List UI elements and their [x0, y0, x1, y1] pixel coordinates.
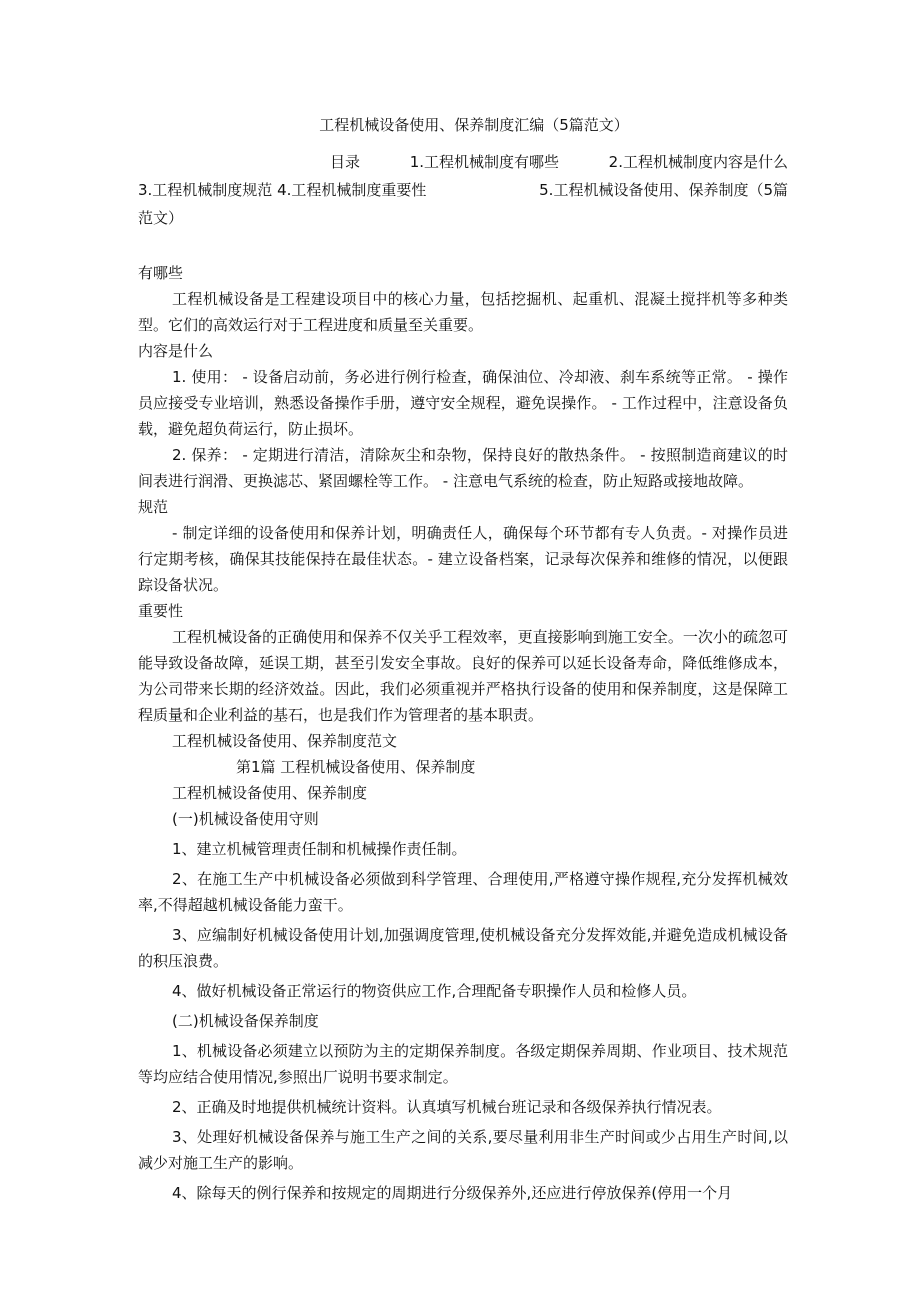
list-item: 1、建立机械管理责任制和机械操作责任制。 [172, 840, 467, 858]
document-body [138, 112, 788, 1210]
paragraph: 1. 使用： - 设备启动前，务必进行例行检查，确保油位、冷却液、刹车系统等正常。 - 操作员应接受专业培训，熟悉设备操作手册，遵守安全规程，避免误操作。 - 工作过程中，注意设备负载，避免超负荷运行，防止损坏。 [138, 368, 788, 438]
toc-item: 5.工程机械设备使用、保养制度（5篇 [539, 181, 788, 199]
paragraph: 2. 保养： - 定期进行清洁，清除灰尘和杂物，保持良好的散热条件。 - 按照制造商建议的时间表进行润滑、更换滤芯、紧固螺栓等工作。 - 注意电气系统的检查，防止短路或接地故障。 [138, 446, 788, 490]
paragraph: - 制定详细的设备使用和保养计划，明确责任人，确保每个环节都有专人负责。- 对操作员进行定期考核，确保其技能保持在最佳状态。- 建立设备档案，记录每次保养和维修的情况，以便跟踪设备状况。 [138, 524, 788, 594]
list-item: 2、在施工生产中机械设备必须做到科学管理、合理使用,严格遵守操作规程,充分发挥机械效率,不得超越机械设备能力蛮干。 [138, 870, 788, 914]
list-item: 4、做好机械设备正常运行的物资供应工作,合理配备专职操作人员和检修人员。 [172, 982, 697, 1000]
chapter-title: 第1篇 工程机械设备使用、保养制度 [236, 758, 476, 776]
chapter-subtitle: 工程机械设备使用、保养制度 [172, 784, 368, 802]
toc-line [138, 148, 788, 176]
toc-item: 1.工程机械制度有哪些 [409, 153, 559, 171]
list-item: 3、处理好机械设备保养与施工生产之间的关系,要尽量利用非生产时间或少占用生产时间,以减少对施工生产的影响。 [138, 1128, 788, 1172]
list-item: 1、机械设备必须建立以预防为主的定期保养制度。各级定期保养周期、作业项目、技术规范等均应结合使用情况,参照出厂说明书要求制定。 [138, 1042, 788, 1086]
toc-line [138, 176, 788, 204]
list-item: 2、正确及时地提供机械统计资料。认真填写机械台班记录和各级保养执行情况表。 [172, 1098, 722, 1116]
document-title: 工程机械设备使用、保养制度汇编（5篇范文） [319, 116, 629, 134]
toc-label: 目录 [330, 153, 361, 171]
section-heading: 内容是什么 [138, 342, 214, 360]
paragraph: 工程机械设备使用、保养制度范文 [172, 732, 398, 750]
list-item: 3、应编制好机械设备使用计划,加强调度管理,使机械设备充分发挥效能,并避免造成机械设备的积压浪费。 [138, 926, 788, 970]
list-item: 4、除每天的例行保养和按规定的周期进行分级保养外,还应进行停放保养(停用一个月 [172, 1184, 733, 1202]
section-heading: 重要性 [138, 602, 184, 620]
part-heading: (二)机械设备保养制度 [172, 1012, 319, 1030]
paragraph: 工程机械设备是工程建设项目中的核心力量，包括挖掘机、起重机、混凝土搅拌机等多种类型。它们的高效运行对于工程进度和质量至关重要。 [138, 290, 788, 334]
toc-item: 3.工程机械制度规范 [138, 181, 273, 199]
toc-item: 2.工程机械制度内容是什么 [608, 153, 788, 171]
toc-item-cont: 范文） [138, 209, 184, 227]
rules-list [138, 806, 788, 1206]
toc-item: 4.工程机械制度重要性 [277, 181, 427, 199]
paragraph: 工程机械设备的正确使用和保养不仅关乎工程效率，更直接影响到施工安全。一次小的疏忽可能导致设备故障，延误工期，甚至引发安全事故。良好的保养可以延长设备寿命，降低维修成本，为公司带来长期的经济效益。因此，我们必须重视并严格执行设备的使用和保养制度，这是保障工程质量和企业利益的基石，也是我们作为管理者的基本职责。 [138, 628, 788, 724]
part-heading: (一)机械设备使用守则 [172, 810, 319, 828]
section-heading: 规范 [138, 498, 169, 516]
section-heading: 有哪些 [138, 264, 184, 282]
table-of-contents [138, 148, 788, 232]
toc-line [138, 204, 788, 232]
